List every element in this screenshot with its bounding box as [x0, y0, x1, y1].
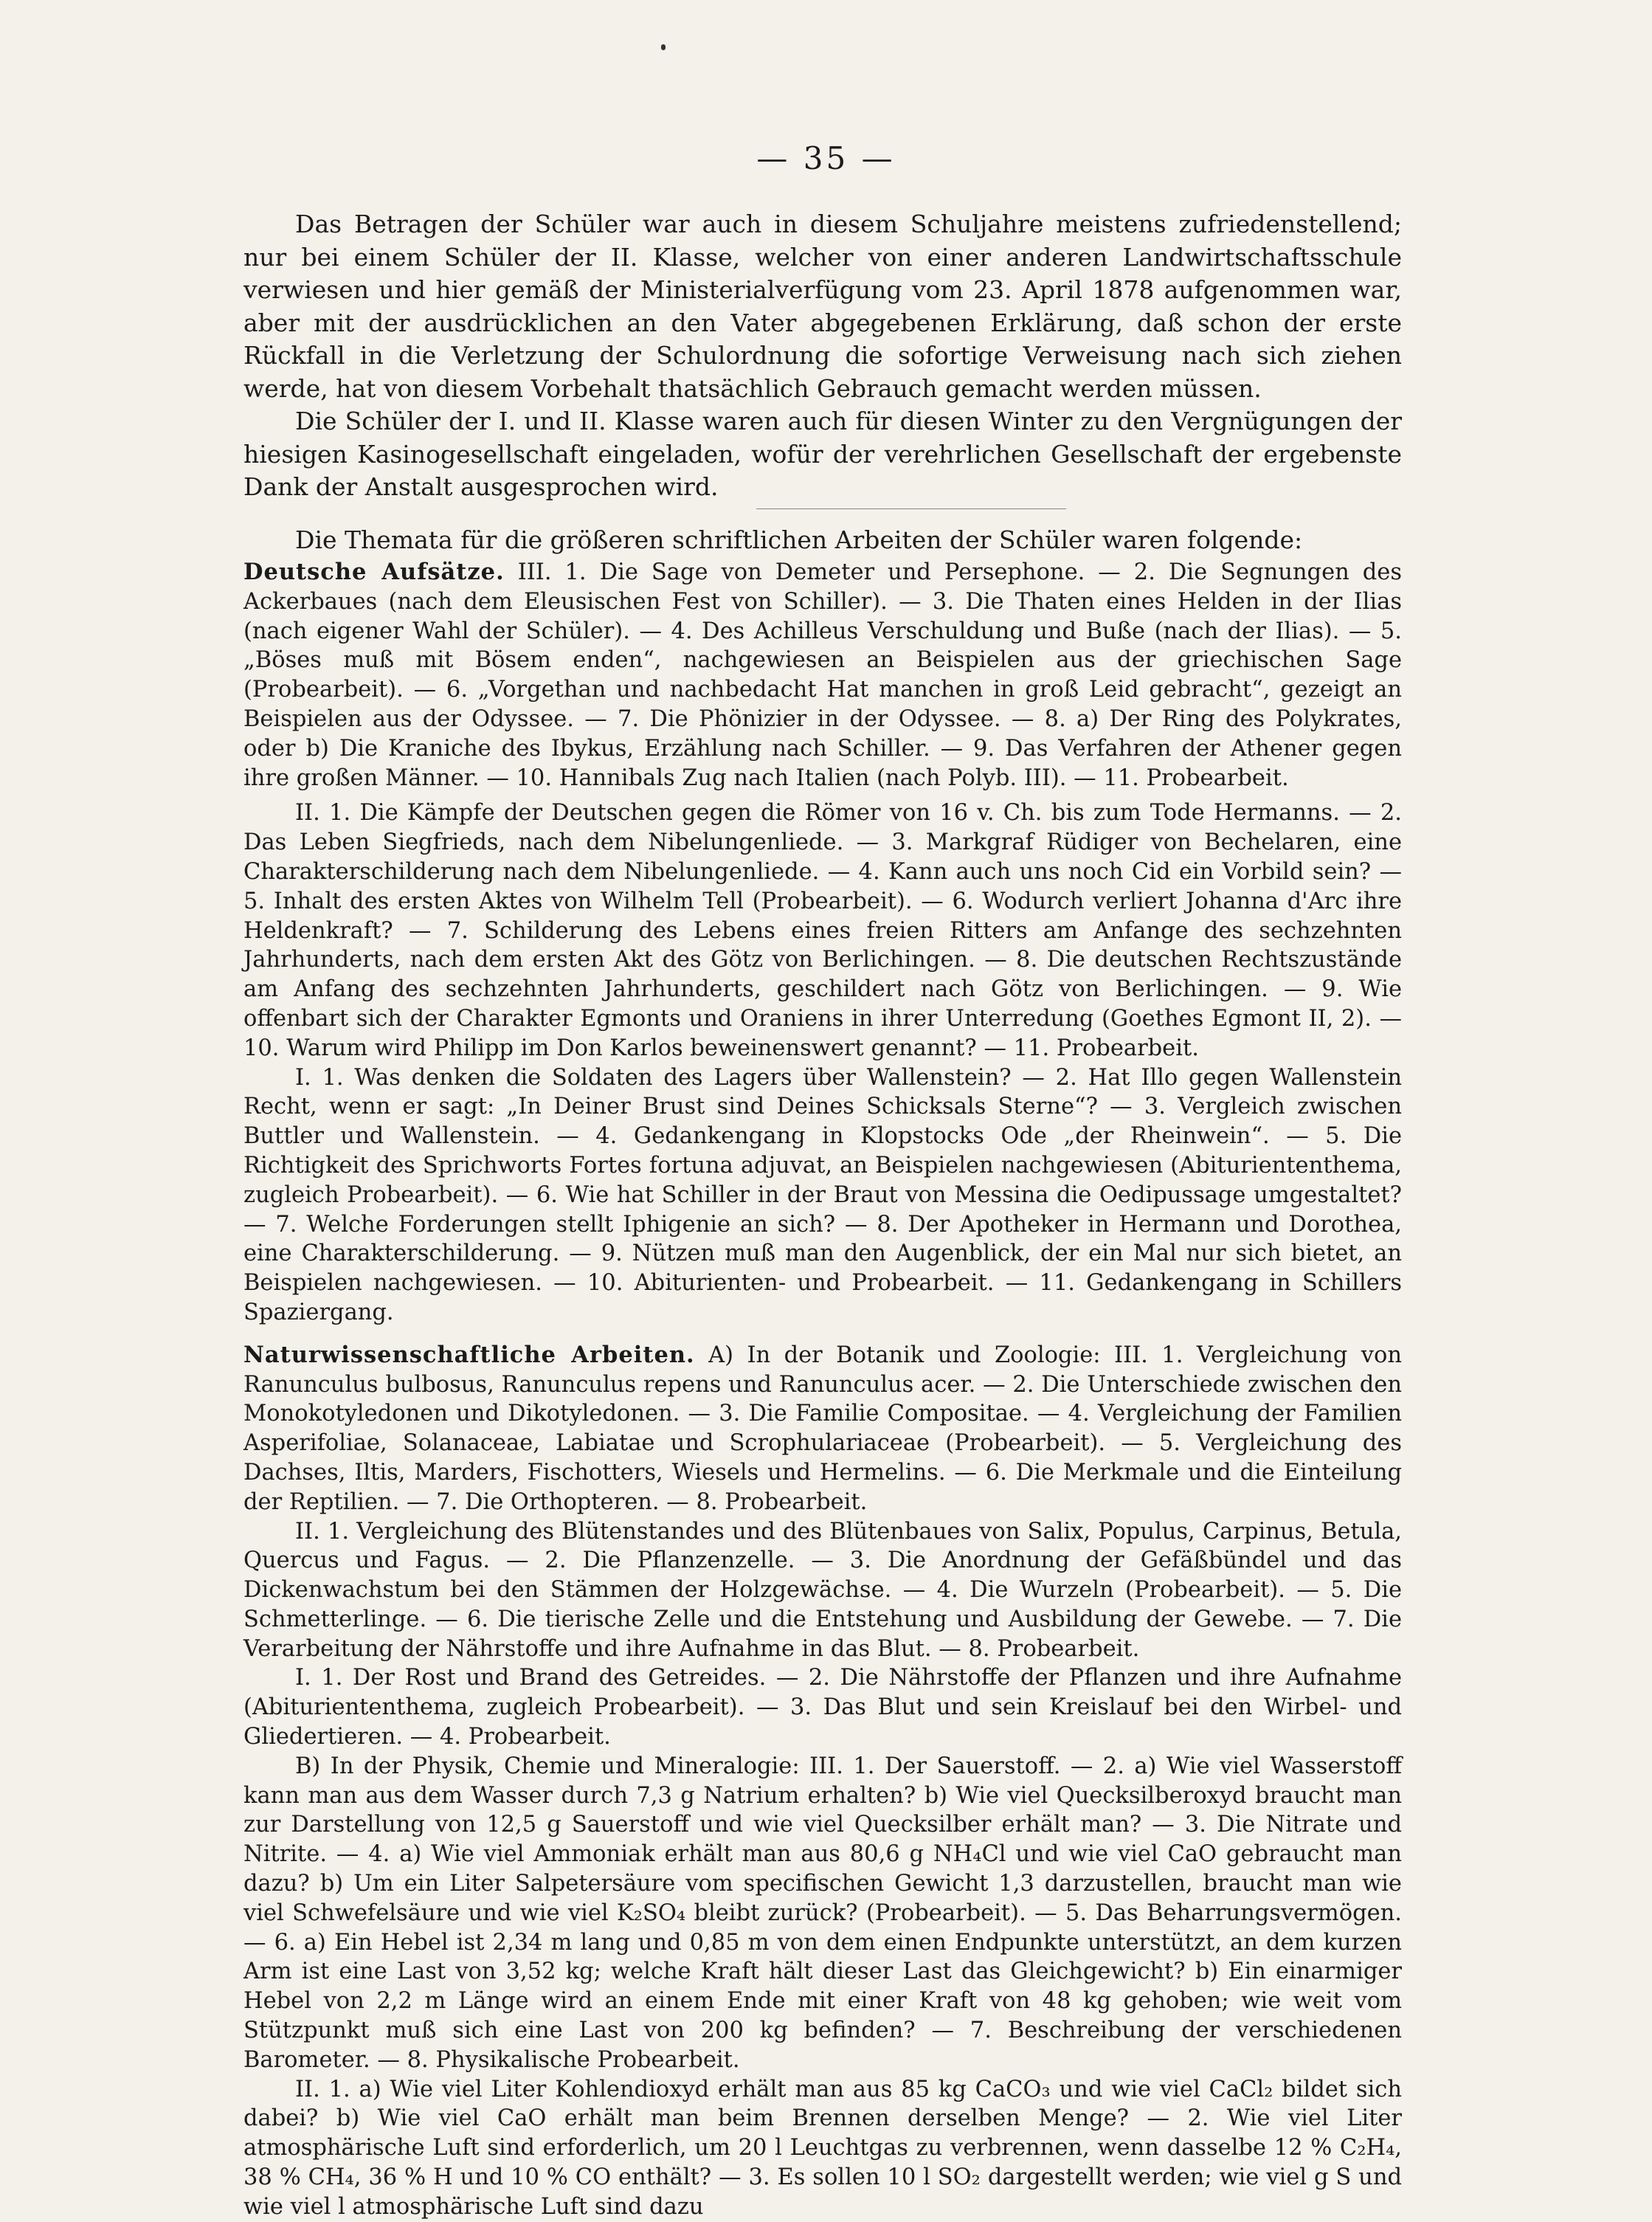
- page-number: — 35 —: [756, 140, 896, 176]
- science-botany-class-i: I. 1. Der Rost und Brand des Getreides. — 2. Die Nährstoffe der Pflanzen und ihre Aufnahme (Abituriententhema, zugleich Probearbeit). — 3. Das Blut und sein Kreislauf bei den Wirbel- und Gliedertieren. — 4. Probearbeit.: [243, 1665, 1402, 1750]
- science-physics-class-ii: II. 1. a) Wie viel Liter Kohlendioxyd erhält man aus 85 kg CaCO₃ und wie viel CaCl₂ bildet sich dabei? b) Wie viel CaO erhält man beim Brennen derselben Menge? — 2. Wie viel Liter atmosphärische Luft sind erforderlich, um 20 l Leuchtgas zu verbrennen, wenn dasselbe 12 % C₂H₄, 38 % CH₄, 36 % H und 10 % CO enthält? — 3. Es sollen 10 l SO₂ dargestellt werden; wie viel g S und wie viel l atmosphärische Luft sind dazu: [243, 2076, 1402, 2220]
- intro-paragraph-conduct: Das Betragen der Schüler war auch in diesem Schuljahre meistens zufriedenstellend; nur bei einem Schüler der II. Klasse, welcher von einer anderen Landwirtschaftsschule verwiesen und hier gemäß der Ministerialverfügung vom 23. April 1878 aufgenommen war, aber mit der ausdrücklichen an den Vater abgegebenen Erklärung, daß schon der erste Rückfall in die Verletzung der Schulordnung die sofortige Verweisung nach sich ziehen werde, hat von diesem Vorbehalt thatsächlich Gebrauch gemacht werden müssen.: [243, 210, 1402, 403]
- science-works-botany-iii: [243, 1341, 1402, 1517]
- section-divider: [756, 508, 1066, 509]
- science-botany-class-ii: II. 1. Vergleichung des Blütenstandes und des Blütenbaues von Salix, Populus, Carpinus, Betula, Quercus und Fagus. — 2. Die Pflanzenzelle. — 3. Die Anordnung der Gefäßbündel und das Dickenwachstum bei den Stämmen der Holzgewächse. — 4. Die Wurzeln (Probearbeit). — 5. Die Schmetterlinge. — 6. Die tierische Zelle und die Entstehung und Ausbildung der Gewebe. — 7. Die Verarbeitung der Nährstoffe und ihre Aufnahme in das Blut. — 8. Probearbeit.: [243, 1518, 1402, 1662]
- german-essays-class-iii: [243, 558, 1402, 793]
- german-essays-section: [243, 558, 1402, 2222]
- topics-heading: Die Themata für die größeren schriftlichen Arbeiten der Schüler waren folgende:: [295, 525, 1303, 554]
- german-essays-iii-text: III. 1. Die Sage von Demeter und Persephone. — 2. Die Segnungen des Ackerbaues (nach dem Eleusischen Fest von Schiller). — 3. Die Thaten eines Helden in der Ilias (nach eigener Wahl der Schüler). — 4. Des Achilleus Verschuldung und Buße (nach der Ilias). — 5. „Böses muß mit Bösem enden“, nachgewiesen an Beispielen aus der griechischen Sage (Probearbeit). — 6. „Vorgethan und nachbedacht Hat manchen in groß Leid gebracht“, gezeigt an Beispielen aus der Odyssee. — 7. Die Phönizier in der Odyssee. — 8. a) Der Ring des Polykrates, oder b) Die Kraniche des Ibykus, Erzählung nach Schiller. — 9. Das Verfahren der Athener gegen ihre großen Männer. — 10. Hannibals Zug nach Italien (nach Polyb. III). — 11. Probearbeit.: [243, 559, 1402, 791]
- science-works-title: Naturwissenschaftliche Arbeiten.: [243, 1341, 695, 1368]
- print-speck: [661, 44, 666, 50]
- science-physics-class-iii: B) In der Physik, Chemie und Mineralogie: III. 1. Der Sauerstoff. — 2. a) Wie viel Wasserstoff kann man aus dem Wasser durch 7,3 g Natrium erhalten? b) Wie viel Quecksilberoxyd braucht man zur Darstellung von 12,5 g Sauerstoff und wie viel Quecksilber erhält man? — 3. Die Nitrate und Nitrite. — 4. a) Wie viel Ammoniak erhält man aus 80,6 g NH₄Cl und wie viel CaO gebraucht man dazu? b) Um ein Liter Salpetersäure vom specifischen Gewicht 1,3 darzustellen, braucht man wie viel Schwefelsäure und wie viel K₂SO₄ bleibt zurück? (Probearbeit). — 5. Das Beharrungsvermögen. — 6. a) Ein Hebel ist 2,34 m lang und 0,85 m von dem einen Endpunkte unterstützt, an dem kurzen Arm ist eine Last von 3,52 kg; welche Kraft hält dieser Last das Gleichgewicht? b) Ein einarmiger Hebel von 2,2 m Länge wird an einem Ende mit einer Kraft von 48 kg gehoben; wie weit vom Stützpunkt muß sich eine Last von 200 kg befinden? — 7. Beschreibung der verschiedenen Barometer. — 8. Physikalische Probearbeit.: [243, 1753, 1402, 2073]
- german-essays-title: Deutsche Aufsätze.: [243, 559, 505, 585]
- german-essays-class-i: I. 1. Was denken die Soldaten des Lagers über Wallenstein? — 2. Hat Illo gegen Wallenstein Recht, wenn er sagt: „In Deiner Brust sind Deines Schicksals Sterne“? — 3. Vergleich zwischen Buttler und Wallenstein. — 4. Gedankengang in Klopstocks Ode „der Rheinwein“. — 5. Die Richtigkeit des Sprichworts Fortes fortuna adjuvat, an Beispielen nachgewiesen (Abituriententhema, zugleich Probearbeit). — 6. Wie hat Schiller in der Braut von Messina die Oedipussage umgestaltet? — 7. Welche Forderungen stellt Iphigenie an sich? — 8. Der Apotheker in Hermann und Dorothea, eine Charakterschilderung. — 9. Nützen muß man den Augenblick, der ein Mal nur sich bietet, an Beispielen nachgewiesen. — 10. Abiturienten- und Probearbeit. — 11. Gedankengang in Schillers Spaziergang.: [243, 1064, 1402, 1325]
- german-essays-class-ii: II. 1. Die Kämpfe der Deutschen gegen die Römer von 16 v. Ch. bis zum Tode Hermanns. — 2. Das Leben Siegfrieds, nach dem Nibelungenliede. — 3. Markgraf Rüdiger von Bechelaren, eine Charakterschilderung nach dem Nibelungenliede. — 4. Kann auch uns noch Cid ein Vorbild sein? — 5. Inhalt des ersten Aktes von Wilhelm Tell (Probearbeit). — 6. Wodurch verliert Johanna d'Arc ihre Heldenkraft? — 7. Schilderung des Lebens eines freien Ritters am Anfange des sechzehnten Jahrhunderts, nach dem ersten Akt des Götz von Berlichingen. — 8. Die deutschen Rechtszustände am Anfang des sechzehnten Jahrhunderts, geschildert nach Götz von Berlichingen. — 9. Wie offenbart sich der Charakter Egmonts und Oraniens in ihrer Unterredung (Goethes Egmont II, 2). — 10. Warum wird Philipp im Don Karlos beweinenswert genannt? — 11. Probearbeit.: [243, 800, 1402, 1061]
- science-botany-iii-text: A) In der Botanik und Zoologie: III. 1. Vergleichung von Ranunculus bulbosus, Ranunculus repens und Ranunculus acer. — 2. Die Unterschiede zwischen den Monokotyledonen und Dikotyledonen. — 3. Die Familie Compositae. — 4. Vergleichung der Familien Asperifoliae, Solanaceae, Labiatae und Scrophulariaceae (Probearbeit). — 5. Vergleichung des Dachses, Iltis, Marders, Fischotters, Wiesels und Hermelins. — 6. Die Merkmale und die Einteilung der Reptilien. — 7. Die Orthopteren. — 8. Probearbeit.: [243, 1342, 1402, 1515]
- intro-paragraph-invitation: Die Schüler der I. und II. Klasse waren auch für diesen Winter zu den Vergnügungen der hiesigen Kasinogesellschaft eingeladen, wofür der verehrlichen Gesellschaft der ergebenste Dank der Anstalt ausgesprochen wird.: [243, 407, 1402, 501]
- page-body: [243, 208, 1402, 2222]
